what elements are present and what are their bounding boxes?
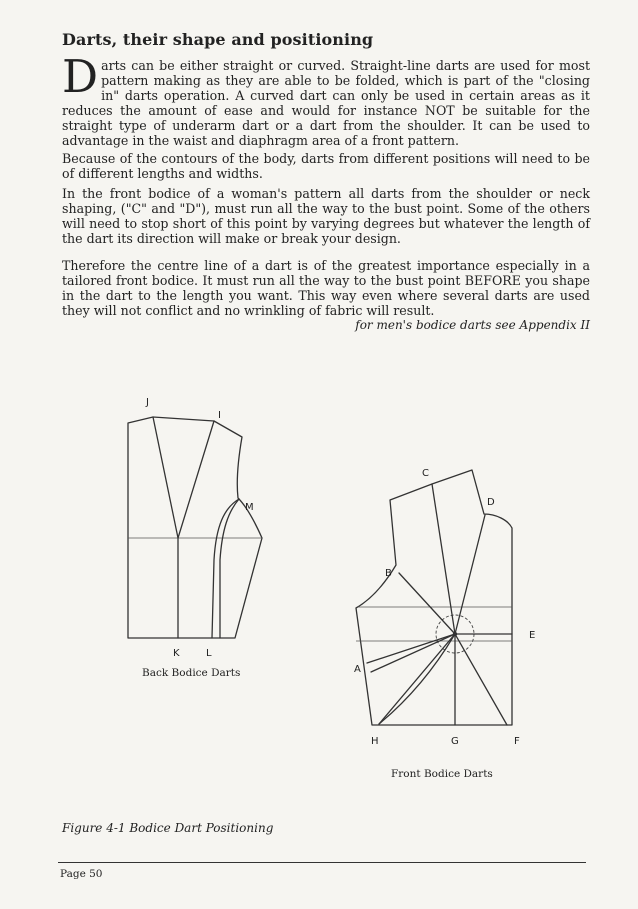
back-bodice-caption: Back Bodice Darts [142, 667, 241, 679]
label-m: M [245, 502, 254, 513]
back-curved-dart [212, 499, 239, 638]
label-h: H [371, 736, 379, 747]
paragraph-4-text: Therefore the centre line of a dart is of the greatest importance especially in a tailored front bodice. It must run all the way to the bust point BEFORE you shape in the dart to the length you want. This way even where several darts are used they will not conflict and no wrinkling of fabric will result. [62, 258, 590, 318]
back-shoulder-dart [153, 417, 214, 538]
label-l: L [206, 648, 212, 659]
label-a: A [354, 664, 361, 675]
front-bodice-caption: Front Bodice Darts [391, 768, 493, 780]
back-bodice-outline [128, 417, 262, 638]
paragraph-2: Because of the contours of the body, darts from different positions will need to be of different lengths and widths. [62, 151, 590, 181]
back-bodice-diagram [128, 397, 262, 659]
dart-c-line [432, 484, 455, 634]
appendix-reference: for men's bodice darts see Appendix II [355, 318, 590, 332]
label-i: I [218, 410, 221, 421]
label-g: G [451, 736, 459, 747]
front-bodice-diagram [354, 468, 535, 747]
label-b: B [385, 568, 392, 579]
label-f: F [514, 736, 520, 747]
front-bodice-outline [356, 470, 512, 725]
dart-d-line [455, 515, 485, 634]
label-k: K [173, 648, 180, 659]
dart-h-line [379, 634, 455, 724]
figure-caption: Figure 4-1 Bodice Dart Positioning [62, 821, 274, 835]
label-c: C [422, 468, 429, 479]
back-curved-dart-inner [220, 499, 239, 638]
label-d: D [487, 497, 495, 508]
paragraph-3: In the front bodice of a woman's pattern all darts from the shoulder or neck shaping, ("C" and "D"), must run all the way to the bust point. Some of the others will need to stop short of this point by varying degrees but whatever the length of the dart its direction will make or break your design. [62, 186, 590, 246]
paragraph-1-text: arts can be either straight or curved. Straight-line darts are used for most pattern making as they are able to be folded, which is part of the "closing in" darts operation. A curved dart can only be used in certain areas as it reduces the amount of ease and would for instance NOT be suitable for the straight type of underarm dart or a dart from the shoulder. It can be used to advantage in the waist and diaphragm area of a front pattern. [62, 58, 590, 148]
dart-a-line [367, 634, 455, 663]
dart-f-line [455, 634, 507, 725]
label-j: J [146, 397, 149, 408]
label-e: E [529, 630, 536, 641]
drop-cap: D [62, 50, 99, 103]
page-number: Page 50 [60, 868, 103, 880]
footer-rule [58, 862, 586, 863]
section-heading: Darts, their shape and positioning [62, 30, 374, 49]
